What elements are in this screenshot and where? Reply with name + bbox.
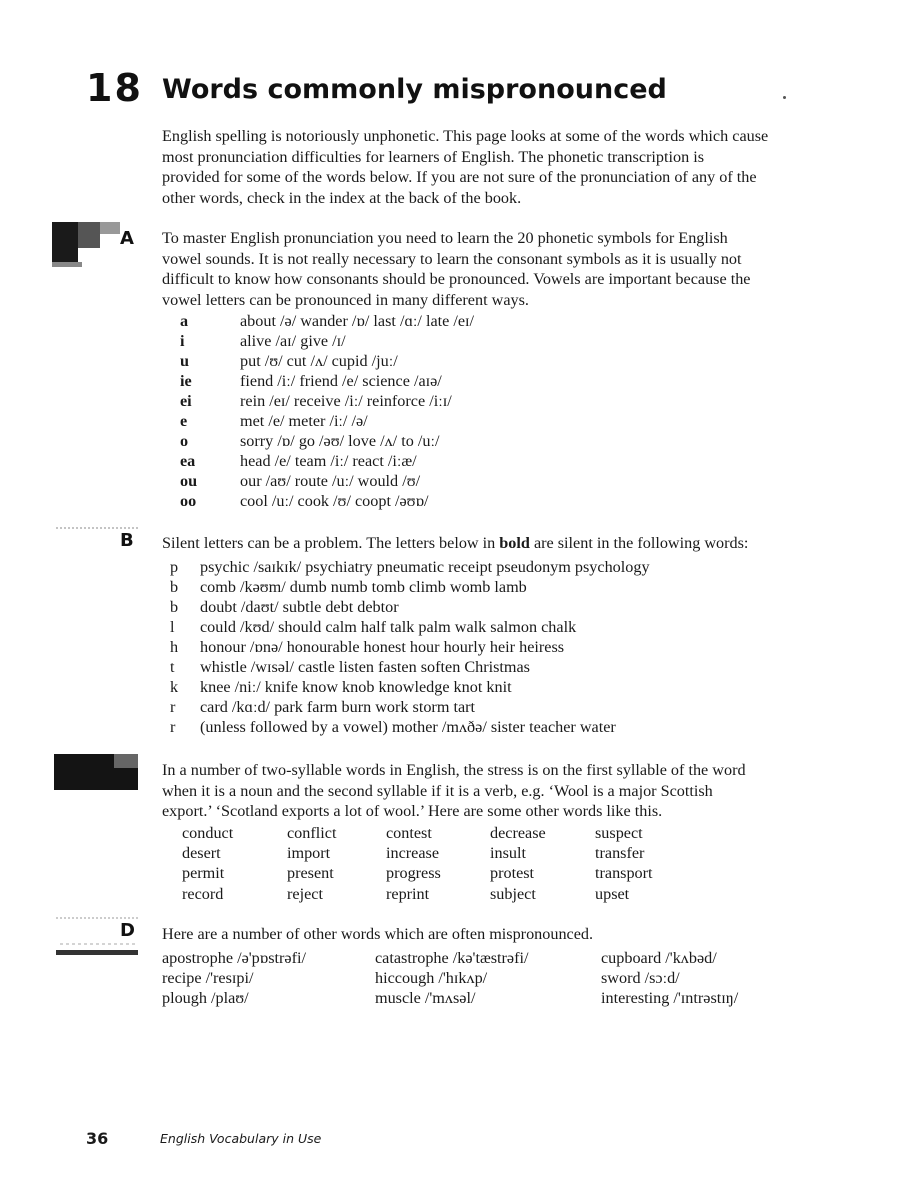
stress-word: progress [386, 864, 441, 883]
intro-line: provided for some of the words below. If you are not sure of the pronunciation of any of the [162, 168, 757, 186]
silent-examples: knee /niː/ knife know knob knowledge knot knit [200, 678, 512, 696]
vowel-examples: rein /eɪ/ receive /iː/ reinforce /iːɪ/ [240, 392, 452, 410]
mispronounced-word: hiccough /'hɪkʌp/ [375, 969, 488, 988]
vowel-examples: head /e/ team /iː/ react /iːæ/ [240, 452, 417, 470]
stress-word: transfer [595, 844, 645, 863]
silent-key: t [170, 658, 175, 676]
section-d-letter: D [120, 920, 135, 941]
section-b-bold-word: bold [499, 534, 530, 552]
section-c-line: In a number of two-syllable words in English, the stress is on the first syllable of the word [162, 761, 746, 779]
stress-word: reject [287, 884, 323, 903]
section-a-line: vowel letters can be pronounced in many different ways. [162, 290, 529, 309]
section-a-line: difficult to know how consonants should be pronounced. Vowels are important because the [162, 270, 751, 288]
section-b-letter: B [120, 530, 134, 551]
page-title: Words commonly mispronounced [162, 74, 667, 105]
vowel-key: oo [180, 492, 197, 510]
section-d-line: Here are a number of other words which are often mispronounced. [162, 925, 594, 943]
silent-key: h [170, 638, 179, 656]
silent-key: p [170, 558, 179, 576]
stress-word: decrease [490, 824, 546, 842]
silent-examples: doubt /daʊt/ subtle debt debtor [200, 598, 399, 616]
section-c-text [162, 760, 842, 822]
section-a-line: vowel sounds. It is not really necessary to learn the consonant symbols as it is usually not [162, 249, 742, 268]
page-number: 36 [86, 1129, 109, 1148]
unit-number: 18 [86, 66, 143, 110]
stress-word: conflict [287, 824, 337, 842]
section-b-line [162, 533, 842, 554]
silent-key: k [170, 678, 179, 696]
stress-word: import [287, 844, 331, 863]
stress-word: conduct [182, 824, 234, 842]
silent-examples: (unless followed by a vowel) mother /mʌðə/ sister teacher water [200, 718, 616, 736]
section-b-intro-text: are silent in the following words: [529, 534, 749, 552]
vowel-key: ie [180, 372, 192, 390]
vowel-examples: fiend /iː/ friend /e/ science /aɪə/ [240, 372, 442, 390]
mispronounced-column [601, 948, 738, 1009]
stress-word: present [287, 864, 334, 883]
vowel-key: ea [180, 452, 196, 470]
section-b-intro-text: Silent letters can be a problem. The letters below in [162, 534, 500, 552]
mispronounced-column [162, 948, 306, 1009]
silent-key: b [170, 598, 179, 616]
stress-column [490, 823, 546, 904]
stress-word: permit [182, 864, 225, 883]
stress-word: record [182, 884, 224, 903]
mispronounced-word: plough /plaʊ/ [162, 989, 249, 1008]
silent-examples: honour /ɒnə/ honourable honest hour hourly heir heiress [200, 638, 565, 656]
section-a-marker [50, 218, 142, 268]
silent-examples: whistle /wɪsəl/ castle listen fasten soften Christmas [200, 658, 530, 676]
stress-word: protest [490, 864, 535, 883]
intro-paragraph [162, 126, 842, 208]
stress-word: subject [490, 884, 536, 903]
book-title: English Vocabulary in Use [160, 1131, 322, 1146]
stress-word: upset [595, 884, 630, 903]
stress-column [595, 823, 653, 904]
vowel-key: ou [180, 472, 198, 490]
section-b-marker [50, 522, 142, 552]
stress-word: insult [490, 844, 526, 863]
vowel-examples: put /ʊ/ cut /ʌ/ cupid /juː/ [240, 352, 398, 370]
stress-column [182, 823, 233, 904]
silent-key: r [170, 718, 176, 736]
vowel-examples: met /e/ meter /iː/ /ə/ [240, 412, 368, 430]
section-c-marker-shape [50, 752, 142, 792]
mispronounced-word: sword /sɔːd/ [601, 969, 680, 988]
scan-dot [783, 96, 786, 99]
vowel-examples: our /aʊ/ route /uː/ would /ʊ/ [240, 472, 421, 490]
section-d-marker [50, 912, 142, 960]
vowel-key: u [180, 352, 190, 370]
vowel-key: e [180, 412, 188, 430]
mispronounced-word: cupboard /'kʌbəd/ [601, 949, 717, 967]
section-c-marker [50, 752, 142, 792]
stress-word: suspect [595, 824, 643, 842]
section-b-intro [162, 533, 842, 554]
vowel-examples: cool /uː/ cook /ʊ/ coopt /əʊɒ/ [240, 492, 429, 510]
mispronounced-word: catastrophe /kə'tæstrəfi/ [375, 949, 529, 967]
stress-word: transport [595, 864, 653, 883]
stress-column [287, 823, 336, 904]
section-c-line: export.’ ‘Scotland exports a lot of wool.’ Here are some other words like this. [162, 802, 663, 820]
vowel-key: o [180, 432, 189, 450]
silent-examples: card /kɑːd/ park farm burn work storm tart [200, 698, 476, 716]
section-a-line: To master English pronunciation you need to learn the 20 phonetic symbols for English [162, 229, 728, 247]
section-c-line: when it is a noun and the second syllable if it is a verb, e.g. ‘Wool is a major Scottish [162, 781, 713, 800]
mispronounced-word: muscle /'mʌsəl/ [375, 989, 476, 1008]
mispronounced-word: apostrophe /ə'pɒstrəfi/ [162, 949, 306, 967]
vowel-examples: sorry /ɒ/ go /əʊ/ love /ʌ/ to /uː/ [240, 432, 440, 450]
silent-examples: could /kʊd/ should calm half talk palm walk salmon chalk [200, 618, 577, 636]
silent-key: r [170, 698, 176, 716]
stress-word: increase [386, 844, 440, 863]
section-a-text [162, 228, 842, 310]
vowel-examples: alive /aɪ/ give /ɪ/ [240, 332, 346, 350]
intro-line: English spelling is notoriously unphonetic. This page looks at some of the words which cause [162, 127, 769, 145]
section-d-text [162, 924, 842, 945]
stress-word: desert [182, 844, 221, 863]
stress-word: contest [386, 824, 432, 842]
silent-examples: psychic /saɪkɪk/ psychiatry pneumatic receipt pseudonym psychology [200, 558, 650, 576]
stress-column [386, 823, 441, 904]
silent-key: b [170, 578, 179, 596]
mispronounced-word: recipe /'resɪpi/ [162, 969, 254, 988]
vowel-key: ei [180, 392, 192, 410]
intro-line: other words, check in the index at the back of the book. [162, 188, 522, 207]
silent-key: l [170, 618, 175, 636]
mispronounced-column [375, 948, 529, 1009]
vowel-examples: about /ə/ wander /ɒ/ last /ɑː/ late /eɪ/ [240, 312, 475, 330]
intro-line: most pronunciation difficulties for learners of English. The phonetic transcription is [162, 147, 705, 166]
stress-word: reprint [386, 884, 430, 903]
mispronounced-word: interesting /'ɪntrəstɪŋ/ [601, 989, 739, 1008]
silent-examples: comb /kəʊm/ dumb numb tomb climb womb lamb [200, 578, 527, 596]
vowel-key: i [180, 332, 185, 350]
vowel-key: a [180, 312, 189, 330]
section-a-letter: A [120, 228, 134, 249]
